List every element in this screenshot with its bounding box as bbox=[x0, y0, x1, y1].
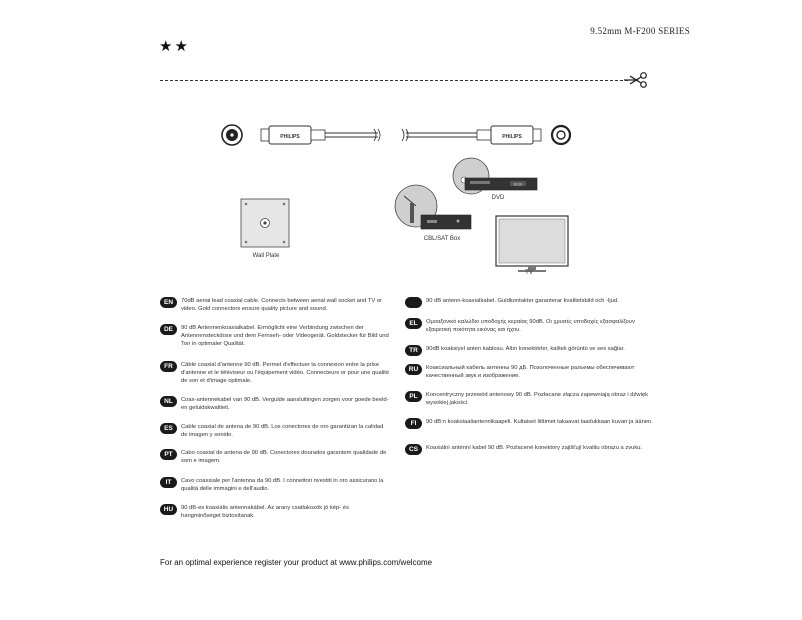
lang-badge-en: EN bbox=[160, 297, 177, 308]
lang-it bbox=[160, 477, 390, 493]
lang-text-cs: Koaxiální anténní kabel 90 dB. Pozlacené konektory zajišťují kvalitu obrazu a zvuku. bbox=[426, 445, 643, 451]
lang-badge-de: DE bbox=[160, 324, 177, 335]
cbl-sat-box-icon bbox=[421, 215, 471, 229]
lang-text-ru: Коаксиальный кабель антенны 90 дБ. Позолоченные разъемы обеспечивают качественный звук и изображение. bbox=[426, 365, 635, 380]
lang-text-pl: Koncentryczny przewód antenowy 90 dB. Pozłacane złącza zapewniają obraz i dźwięk wysokiej jakości. bbox=[426, 392, 649, 407]
lang-text-sv: 90 dB antenn-koaxialkabel. Guldkontakter garanterar kvalitetsbild och -ljud. bbox=[426, 298, 619, 304]
lang-badge-ru: RU bbox=[405, 364, 422, 375]
lang-text-en: 70dB aerial lead coaxial cable. Connects between aerial wall socket and TV or video. Gold connectors ensure quality picture and sound. bbox=[181, 298, 382, 313]
lang-text-hu: 90 dB-es koaxiális antennakábel. Az arany csatlakozók jó kép- és hangminőséget biztosítanak. bbox=[181, 505, 349, 520]
lang-nl bbox=[160, 396, 390, 412]
lang-badge-fi: FI bbox=[405, 418, 422, 429]
wall-plate-label: Wall Plate bbox=[252, 253, 280, 259]
lang-text-tr: 90dB koaksiyel anten kablosu. Altın konektörler, kaliteli görüntü ve ses sağlar. bbox=[426, 346, 625, 352]
lang-badge-tr: TR bbox=[405, 345, 422, 356]
dvd-player-icon bbox=[465, 178, 537, 190]
lang-el bbox=[405, 318, 655, 334]
register-footer: For an optimal experience register your product at www.philips.com/welcome bbox=[160, 558, 433, 567]
lang-fi bbox=[405, 418, 655, 429]
lang-text-fi: 90 dB:n koaksiaaliantennikaapeli. Kultaiset liittimet takaavat laadukkaan kuvan ja äänen. bbox=[426, 419, 653, 425]
lang-badge-hu: HU bbox=[160, 504, 177, 515]
lang-de bbox=[160, 324, 390, 349]
lang-badge-cs: CS bbox=[405, 444, 422, 455]
lang-text-de: 90 dB Antennenkoaxialkabel. Ermöglicht eine Verbindung zwischen der Antennensteckdose und dem Fernseh- oder Videogerät. Goldstecker für Bild und Ton in optimaler Qualität. bbox=[181, 325, 389, 348]
tv-label: TV bbox=[525, 270, 533, 276]
lang-pt bbox=[160, 449, 390, 465]
lang-text-es: Cable coaxial de antena de 90 dB. Los conectores de oro garantizan la calidad de imagen y sonido. bbox=[181, 424, 384, 439]
svg-text:88:88: 88:88 bbox=[513, 182, 523, 187]
dvd-label: DVD bbox=[491, 195, 505, 201]
brand-left: PHILIPS bbox=[280, 134, 300, 140]
brand-right: PHILIPS bbox=[502, 134, 522, 140]
lang-fr bbox=[160, 361, 390, 386]
lang-pl bbox=[405, 391, 655, 407]
lang-es bbox=[160, 423, 390, 439]
lang-badge-pt: PT bbox=[160, 449, 177, 460]
lang-text-el: Ομοαξονικό καλώδιο υποδοχής κεραίας 90dB. Οι χρυσές υποδοχές εξασφαλίζουν εξαιρετική ποιότητα εικόνας και ήχου. bbox=[426, 319, 635, 334]
lang-badge-pl: PL bbox=[405, 391, 422, 402]
lang-tr bbox=[405, 345, 655, 356]
lang-badge-el: EL bbox=[405, 318, 422, 329]
rating-stars: ★★ bbox=[159, 39, 190, 55]
lang-badge-fr: FR bbox=[160, 361, 177, 372]
lang-badge-sv bbox=[405, 297, 422, 308]
male-connector-end-icon bbox=[222, 125, 242, 145]
lang-badge-nl: NL bbox=[160, 396, 177, 407]
female-connector-end-icon bbox=[552, 126, 570, 144]
lang-badge-es: ES bbox=[160, 423, 177, 434]
tv-icon bbox=[496, 216, 568, 272]
series-title: 9.52mm M-F200 SERIES bbox=[590, 26, 690, 36]
lang-hu bbox=[160, 504, 390, 520]
lang-text-fr: Câble coaxial d'antenne 90 dB. Permet d'effectuer la connexion entre la prise d'antenne et le téléviseur ou l'équipement vidéo. Connecteurs or pour une qualité de son et d'image optimale. bbox=[181, 362, 390, 385]
cbl-sat-label: CBL/SAT Box bbox=[423, 236, 461, 242]
lang-text-it: Cavo coassiale per l'antenna da 90 dB. I connettori rivestiti in oro assicurano la qualità delle immagini e dell'audio. bbox=[181, 478, 384, 493]
lang-text-pt: Cabo coaxial de antena de 90 dB. Conectores dourados garantem qualidade de som e imagem. bbox=[181, 450, 387, 465]
wall-plate-icon bbox=[241, 199, 289, 247]
lang-ru bbox=[405, 364, 655, 380]
lang-sv bbox=[405, 297, 655, 308]
lang-en bbox=[160, 297, 390, 313]
lang-text-nl: Coax-antennekabel van 90 dB. Vergulde aansluitingen zorgen voor goede beeld- en geluidskwaliteit. bbox=[181, 397, 389, 412]
lang-badge-it: IT bbox=[160, 477, 177, 488]
lang-cs bbox=[405, 444, 655, 455]
